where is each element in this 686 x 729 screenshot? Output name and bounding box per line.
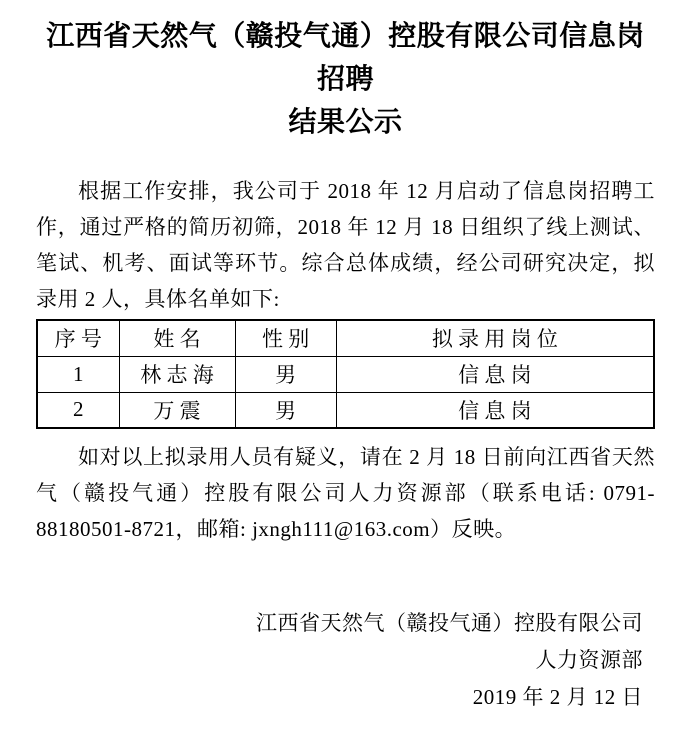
body-paragraph-intro: 根据工作安排，我公司于 2018 年 12 月启动了信息岗招聘工作，通过严格的简历初筛，2018 年 12 月 18 日组织了线上测试、笔试、机考、面试等环节。综合总体成绩，经公司研究决定，拟录用 2 人，具体名单如下: [36, 179, 655, 311]
table-row [37, 392, 654, 428]
cell-index: 1 [37, 356, 119, 392]
table-header-position: 拟录用岗位 [336, 320, 654, 356]
cell-gender: 男 [235, 356, 336, 392]
signature-department: 人力资源部 [535, 648, 643, 672]
page-title-line1: 江西省天然气（赣投气通）控股有限公司信息岗招聘 [46, 20, 645, 94]
results-table [36, 319, 655, 429]
page-title-line2: 结果公示 [288, 106, 403, 137]
signature-block [36, 605, 655, 716]
signature-date: 2019 年 2 月 12 日 [472, 685, 643, 709]
signature-company: 江西省天然气（赣投气通）控股有限公司 [256, 611, 643, 635]
cell-position: 信息岗 [336, 392, 654, 428]
table-row [37, 356, 654, 392]
cell-name: 林志海 [119, 356, 235, 392]
table-header-index: 序号 [37, 320, 119, 356]
cell-index: 2 [37, 392, 119, 428]
table-header-gender: 性别 [235, 320, 336, 356]
cell-gender: 男 [235, 392, 336, 428]
table-header-row [37, 320, 654, 356]
table-header-name: 姓名 [119, 320, 235, 356]
cell-name: 万震 [119, 392, 235, 428]
page-title [36, 14, 655, 143]
cell-position: 信息岗 [336, 356, 654, 392]
body-paragraph-contact: 如对以上拟录用人员有疑义，请在 2 月 18 日前向江西省天然气（赣投气通）控股有限公司人力资源部（联系电话: 0791-88180501-8721，邮箱: jxngh111@163.com）反映。 [36, 445, 655, 541]
